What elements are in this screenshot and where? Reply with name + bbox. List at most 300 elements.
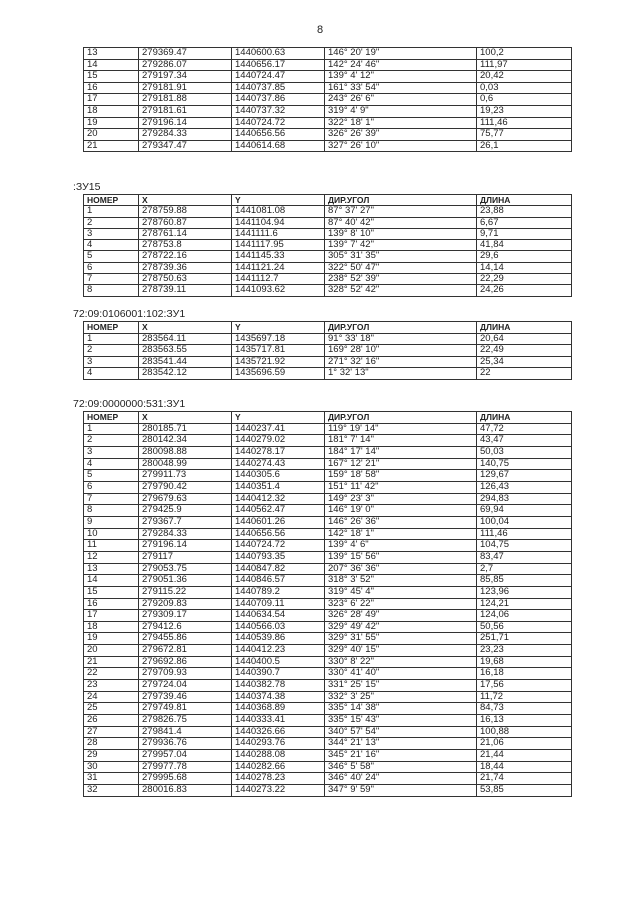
length-cell: 100,2: [477, 48, 572, 60]
direction-angle-cell: 243° 26' 6": [325, 94, 477, 106]
direction-angle-cell: 331° 25' 15": [325, 680, 477, 692]
point-number-cell: 17: [84, 94, 139, 106]
length-cell: 0,6: [477, 94, 572, 106]
column-header: X: [139, 195, 232, 206]
x-coordinate-cell: 279284.33: [139, 129, 232, 141]
column-header: ДЛИНА: [477, 412, 572, 424]
table-row: [84, 516, 572, 528]
point-number-cell: 19: [84, 117, 139, 129]
column-header: НОМЕР: [84, 322, 139, 334]
y-coordinate-cell: 1440288.08: [232, 750, 325, 762]
y-coordinate-cell: 1440656.56: [232, 528, 325, 540]
x-coordinate-cell: 278760.87: [139, 217, 232, 228]
length-cell: 21,74: [477, 773, 572, 785]
table-row: [84, 680, 572, 692]
point-number-cell: 16: [84, 598, 139, 610]
y-coordinate-cell: 1440724.72: [232, 117, 325, 129]
y-coordinate-cell: 1440634.54: [232, 610, 325, 622]
y-coordinate-cell: 1440656.56: [232, 129, 325, 141]
direction-angle-cell: 323° 6' 22": [325, 598, 477, 610]
x-coordinate-cell: 279117: [139, 551, 232, 563]
y-coordinate-cell: 1440566.03: [232, 621, 325, 633]
table-row: [84, 285, 572, 296]
point-number-cell: 24: [84, 691, 139, 703]
table-row: [84, 82, 572, 94]
table-header-row: [84, 195, 572, 206]
length-cell: 2,7: [477, 563, 572, 575]
column-header: НОМЕР: [84, 412, 139, 424]
x-coordinate-cell: 279692.86: [139, 656, 232, 668]
point-number-cell: 14: [84, 575, 139, 587]
x-coordinate-cell: 279709.93: [139, 668, 232, 680]
direction-angle-cell: 169° 28' 10": [325, 345, 477, 357]
x-coordinate-cell: 279284.33: [139, 528, 232, 540]
y-coordinate-cell: 1440614.68: [232, 140, 325, 152]
x-coordinate-cell: 278753.8: [139, 240, 232, 251]
direction-angle-cell: 326° 26' 39": [325, 129, 477, 141]
point-number-cell: 3: [84, 446, 139, 458]
table-row: [84, 274, 572, 285]
y-coordinate-cell: 1440737.32: [232, 105, 325, 117]
y-coordinate-cell: 1441145.33: [232, 251, 325, 262]
length-cell: 124,06: [477, 610, 572, 622]
table-row: [84, 140, 572, 152]
length-cell: 23,23: [477, 645, 572, 657]
table-row: [84, 345, 572, 357]
length-cell: 84,73: [477, 703, 572, 715]
direction-angle-cell: 326° 28' 49": [325, 610, 477, 622]
section-title: 72:09:0106001:102:ЗУ1: [73, 308, 186, 320]
x-coordinate-cell: 279181.91: [139, 82, 232, 94]
point-number-cell: 2: [84, 217, 139, 228]
x-coordinate-cell: 279053.75: [139, 563, 232, 575]
length-cell: 22: [477, 368, 572, 380]
length-cell: 16,18: [477, 668, 572, 680]
x-coordinate-cell: 279672.81: [139, 645, 232, 657]
table-row: [84, 446, 572, 458]
table-row: [84, 785, 572, 797]
direction-angle-cell: 142° 24' 46": [325, 59, 477, 71]
point-number-cell: 27: [84, 726, 139, 738]
length-cell: 20,64: [477, 333, 572, 345]
x-coordinate-cell: 279309.17: [139, 610, 232, 622]
x-coordinate-cell: 278722.16: [139, 251, 232, 262]
length-cell: 21,06: [477, 738, 572, 750]
table-row: [84, 48, 572, 60]
direction-angle-cell: 335° 14' 38": [325, 703, 477, 715]
direction-angle-cell: 139° 7' 42": [325, 240, 477, 251]
table-row: [84, 761, 572, 773]
y-coordinate-cell: 1435721.92: [232, 356, 325, 368]
table-row: [84, 645, 572, 657]
length-cell: 75,77: [477, 129, 572, 141]
direction-angle-cell: 184° 17' 14": [325, 446, 477, 458]
point-number-cell: 11: [84, 540, 139, 552]
y-coordinate-cell: 1440412.23: [232, 645, 325, 657]
point-number-cell: 30: [84, 761, 139, 773]
length-cell: 129,67: [477, 470, 572, 482]
length-cell: 47,72: [477, 423, 572, 435]
y-coordinate-cell: 1440562.47: [232, 505, 325, 517]
direction-angle-cell: 159° 18' 58": [325, 470, 477, 482]
length-cell: 25,34: [477, 356, 572, 368]
direction-angle-cell: 332° 3' 25": [325, 691, 477, 703]
point-number-cell: 31: [84, 773, 139, 785]
direction-angle-cell: 87° 37' 27": [325, 206, 477, 217]
table-row: [84, 621, 572, 633]
point-number-cell: 15: [84, 71, 139, 83]
x-coordinate-cell: 280185.71: [139, 423, 232, 435]
length-cell: 111,46: [477, 117, 572, 129]
point-number-cell: 28: [84, 738, 139, 750]
point-number-cell: 23: [84, 680, 139, 692]
point-number-cell: 6: [84, 481, 139, 493]
direction-angle-cell: 305° 31' 35": [325, 251, 477, 262]
table-row: [84, 368, 572, 380]
y-coordinate-cell: 1440600.63: [232, 48, 325, 60]
point-number-cell: 8: [84, 285, 139, 296]
point-number-cell: 1: [84, 333, 139, 345]
point-number-cell: 9: [84, 516, 139, 528]
y-coordinate-cell: 1435717.81: [232, 345, 325, 357]
point-number-cell: 29: [84, 750, 139, 762]
length-cell: 50,03: [477, 446, 572, 458]
point-number-cell: 21: [84, 656, 139, 668]
length-cell: 16,13: [477, 715, 572, 727]
coordinates-block-continued: [83, 47, 571, 152]
y-coordinate-cell: 1440368.89: [232, 703, 325, 715]
table-row: [84, 633, 572, 645]
x-coordinate-cell: 279196.14: [139, 540, 232, 552]
point-number-cell: 7: [84, 274, 139, 285]
section-title: :ЗУ15: [73, 181, 101, 193]
direction-angle-cell: 146° 19' 0": [325, 505, 477, 517]
point-number-cell: 1: [84, 423, 139, 435]
y-coordinate-cell: 1441117.95: [232, 240, 325, 251]
length-cell: 19,68: [477, 656, 572, 668]
length-cell: 22,49: [477, 345, 572, 357]
point-number-cell: 20: [84, 645, 139, 657]
table-row: [84, 228, 572, 239]
point-number-cell: 20: [84, 129, 139, 141]
y-coordinate-cell: 1440539.86: [232, 633, 325, 645]
x-coordinate-cell: 279936.76: [139, 738, 232, 750]
column-header: Y: [232, 412, 325, 424]
x-coordinate-cell: 279749.81: [139, 703, 232, 715]
y-coordinate-cell: 1441112.7: [232, 274, 325, 285]
y-coordinate-cell: 1440305.6: [232, 470, 325, 482]
table-row: [84, 668, 572, 680]
page-number: 8: [316, 24, 324, 36]
x-coordinate-cell: 278739.36: [139, 262, 232, 273]
point-number-cell: 4: [84, 368, 139, 380]
x-coordinate-cell: 283563.55: [139, 345, 232, 357]
y-coordinate-cell: 1440282.66: [232, 761, 325, 773]
column-header: НОМЕР: [84, 195, 139, 206]
direction-angle-cell: 91° 33' 18": [325, 333, 477, 345]
y-coordinate-cell: 1435697.18: [232, 333, 325, 345]
x-coordinate-cell: 279425.9: [139, 505, 232, 517]
point-number-cell: 6: [84, 262, 139, 273]
x-coordinate-cell: 280016.83: [139, 785, 232, 797]
direction-angle-cell: 161° 33' 54": [325, 82, 477, 94]
direction-angle-cell: 167° 12' 21": [325, 458, 477, 470]
x-coordinate-cell: 283542.12: [139, 368, 232, 380]
table-row: [84, 586, 572, 598]
length-cell: 69,94: [477, 505, 572, 517]
length-cell: 26,1: [477, 140, 572, 152]
direction-angle-cell: 139° 4' 6": [325, 540, 477, 552]
x-coordinate-cell: 279957.04: [139, 750, 232, 762]
x-coordinate-cell: 279181.61: [139, 105, 232, 117]
direction-angle-cell: 207° 36' 36": [325, 563, 477, 575]
length-cell: 85,85: [477, 575, 572, 587]
length-cell: 111,97: [477, 59, 572, 71]
y-coordinate-cell: 1440737.86: [232, 94, 325, 106]
x-coordinate-cell: 283564.11: [139, 333, 232, 345]
direction-angle-cell: 346° 5' 58": [325, 761, 477, 773]
direction-angle-cell: 322° 50' 47": [325, 262, 477, 273]
direction-angle-cell: 340° 57' 54": [325, 726, 477, 738]
y-coordinate-cell: 1440724.72: [232, 540, 325, 552]
length-cell: 14,14: [477, 262, 572, 273]
x-coordinate-cell: 278759.88: [139, 206, 232, 217]
column-header: ДЛИНА: [477, 195, 572, 206]
x-coordinate-cell: 279790.42: [139, 481, 232, 493]
table-row: [84, 117, 572, 129]
y-coordinate-cell: 1440274.43: [232, 458, 325, 470]
table-row: [84, 505, 572, 517]
x-coordinate-cell: 279286.07: [139, 59, 232, 71]
column-header: ДЛИНА: [477, 322, 572, 334]
length-cell: 41,84: [477, 240, 572, 251]
y-coordinate-cell: 1441121.24: [232, 262, 325, 273]
point-number-cell: 4: [84, 240, 139, 251]
y-coordinate-cell: 1440601.26: [232, 516, 325, 528]
table-row: [84, 610, 572, 622]
x-coordinate-cell: 279347.47: [139, 140, 232, 152]
column-header: ДИР.УГОЛ: [325, 412, 477, 424]
x-coordinate-cell: 279977.78: [139, 761, 232, 773]
table-header-row: [84, 412, 572, 424]
table-row: [84, 217, 572, 228]
direction-angle-cell: 87° 40' 42": [325, 217, 477, 228]
length-cell: 123,96: [477, 586, 572, 598]
length-cell: 18,44: [477, 761, 572, 773]
point-number-cell: 2: [84, 345, 139, 357]
length-cell: 104,75: [477, 540, 572, 552]
column-header: ДИР.УГОЛ: [325, 322, 477, 334]
direction-angle-cell: 347° 9' 59": [325, 785, 477, 797]
point-number-cell: 15: [84, 586, 139, 598]
y-coordinate-cell: 1435696.59: [232, 368, 325, 380]
table-row: [84, 470, 572, 482]
x-coordinate-cell: 279196.14: [139, 117, 232, 129]
length-cell: 111,46: [477, 528, 572, 540]
y-coordinate-cell: 1441104.94: [232, 217, 325, 228]
coordinates-block-zu15: [73, 180, 571, 297]
direction-angle-cell: 329° 40' 15": [325, 645, 477, 657]
column-header: X: [139, 322, 232, 334]
table-row: [84, 59, 572, 71]
length-cell: 251,71: [477, 633, 572, 645]
table-row: [84, 71, 572, 83]
point-number-cell: 13: [84, 48, 139, 60]
x-coordinate-cell: 279051.36: [139, 575, 232, 587]
point-number-cell: 13: [84, 563, 139, 575]
table-row: [84, 703, 572, 715]
x-coordinate-cell: 278739.11: [139, 285, 232, 296]
length-cell: 100,04: [477, 516, 572, 528]
point-number-cell: 4: [84, 458, 139, 470]
x-coordinate-cell: 279724.04: [139, 680, 232, 692]
direction-angle-cell: 345° 21' 16": [325, 750, 477, 762]
y-coordinate-cell: 1440278.17: [232, 446, 325, 458]
direction-angle-cell: 335° 15' 43": [325, 715, 477, 727]
table-row: [84, 656, 572, 668]
length-cell: 100,88: [477, 726, 572, 738]
length-cell: 124,21: [477, 598, 572, 610]
direction-angle-cell: 142° 18' 1": [325, 528, 477, 540]
section-title: 72:09:0000000:531:ЗУ1: [73, 398, 186, 410]
table-row: [84, 528, 572, 540]
coordinates-block-0106001-102: [73, 307, 571, 380]
point-number-cell: 8: [84, 505, 139, 517]
table-row: [84, 493, 572, 505]
direction-angle-cell: 330° 41' 40": [325, 668, 477, 680]
x-coordinate-cell: 278761.14: [139, 228, 232, 239]
x-coordinate-cell: 279115.22: [139, 586, 232, 598]
x-coordinate-cell: 279209.83: [139, 598, 232, 610]
coordinates-table: [83, 47, 572, 152]
coordinates-table: [83, 194, 572, 297]
y-coordinate-cell: 1440351.4: [232, 481, 325, 493]
direction-angle-cell: 146° 20' 19": [325, 48, 477, 60]
y-coordinate-cell: 1440279.02: [232, 435, 325, 447]
y-coordinate-cell: 1440656.17: [232, 59, 325, 71]
point-number-cell: 18: [84, 105, 139, 117]
y-coordinate-cell: 1440724.47: [232, 71, 325, 83]
direction-angle-cell: 238° 52' 39": [325, 274, 477, 285]
table-row: [84, 129, 572, 141]
length-cell: 0,03: [477, 82, 572, 94]
length-cell: 294,83: [477, 493, 572, 505]
x-coordinate-cell: 279367.7: [139, 516, 232, 528]
length-cell: 23,88: [477, 206, 572, 217]
table-row: [84, 423, 572, 435]
y-coordinate-cell: 1440374.38: [232, 691, 325, 703]
direction-angle-cell: 319° 4' 9": [325, 105, 477, 117]
direction-angle-cell: 146° 26' 36": [325, 516, 477, 528]
table-row: [84, 750, 572, 762]
point-number-cell: 3: [84, 228, 139, 239]
table-row: [84, 563, 572, 575]
y-coordinate-cell: 1441093.62: [232, 285, 325, 296]
table-row: [84, 458, 572, 470]
direction-angle-cell: 151° 11' 42": [325, 481, 477, 493]
column-header: Y: [232, 195, 325, 206]
length-cell: 22,29: [477, 274, 572, 285]
point-number-cell: 14: [84, 59, 139, 71]
x-coordinate-cell: 280048.99: [139, 458, 232, 470]
y-coordinate-cell: 1440412.32: [232, 493, 325, 505]
direction-angle-cell: 149° 23' 3": [325, 493, 477, 505]
x-coordinate-cell: 278750.63: [139, 274, 232, 285]
length-cell: 140,75: [477, 458, 572, 470]
table-row: [84, 773, 572, 785]
y-coordinate-cell: 1440847.82: [232, 563, 325, 575]
table-header-row: [84, 322, 572, 334]
x-coordinate-cell: 279412.6: [139, 621, 232, 633]
length-cell: 19,23: [477, 105, 572, 117]
length-cell: 53,85: [477, 785, 572, 797]
coordinates-block-0000000-531: [73, 397, 571, 797]
x-coordinate-cell: 279181.88: [139, 94, 232, 106]
table-row: [84, 105, 572, 117]
table-row: [84, 333, 572, 345]
table-row: [84, 551, 572, 563]
direction-angle-cell: 344° 21' 13": [325, 738, 477, 750]
length-cell: 43,47: [477, 435, 572, 447]
direction-angle-cell: 328° 52' 42": [325, 285, 477, 296]
column-header: Y: [232, 322, 325, 334]
direction-angle-cell: 327° 26' 10": [325, 140, 477, 152]
length-cell: 24,26: [477, 285, 572, 296]
x-coordinate-cell: 279911.73: [139, 470, 232, 482]
table-row: [84, 206, 572, 217]
length-cell: 6,67: [477, 217, 572, 228]
x-coordinate-cell: 279826.75: [139, 715, 232, 727]
point-number-cell: 1: [84, 206, 139, 217]
y-coordinate-cell: 1440237.41: [232, 423, 325, 435]
point-number-cell: 17: [84, 610, 139, 622]
y-coordinate-cell: 1440789.2: [232, 586, 325, 598]
coordinates-table: [83, 411, 572, 797]
table-row: [84, 251, 572, 262]
y-coordinate-cell: 1440400.5: [232, 656, 325, 668]
point-number-cell: 16: [84, 82, 139, 94]
length-cell: 9,71: [477, 228, 572, 239]
table-row: [84, 726, 572, 738]
length-cell: 29,6: [477, 251, 572, 262]
direction-angle-cell: 271° 32' 16": [325, 356, 477, 368]
y-coordinate-cell: 1440273.22: [232, 785, 325, 797]
x-coordinate-cell: 279841.4: [139, 726, 232, 738]
point-number-cell: 18: [84, 621, 139, 633]
y-coordinate-cell: 1441111.6: [232, 228, 325, 239]
direction-angle-cell: 1° 32' 13": [325, 368, 477, 380]
table-row: [84, 356, 572, 368]
x-coordinate-cell: 279455.86: [139, 633, 232, 645]
point-number-cell: 25: [84, 703, 139, 715]
direction-angle-cell: 319° 45' 4": [325, 586, 477, 598]
column-header: X: [139, 412, 232, 424]
x-coordinate-cell: 280098.88: [139, 446, 232, 458]
length-cell: 83,47: [477, 551, 572, 563]
y-coordinate-cell: 1440793.35: [232, 551, 325, 563]
table-row: [84, 481, 572, 493]
table-row: [84, 715, 572, 727]
direction-angle-cell: 329° 31' 55": [325, 633, 477, 645]
point-number-cell: 22: [84, 668, 139, 680]
y-coordinate-cell: 1440333.41: [232, 715, 325, 727]
point-number-cell: 26: [84, 715, 139, 727]
point-number-cell: 21: [84, 140, 139, 152]
x-coordinate-cell: 283541.44: [139, 356, 232, 368]
y-coordinate-cell: 1440737.85: [232, 82, 325, 94]
table-row: [84, 691, 572, 703]
point-number-cell: 32: [84, 785, 139, 797]
